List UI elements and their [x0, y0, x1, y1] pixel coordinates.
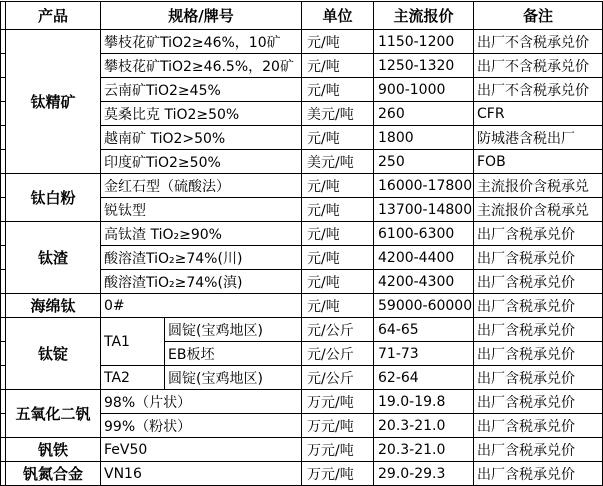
- spec-cell: 99%（粉状）: [101, 414, 302, 438]
- note-cell: 出厂不含税承兑价: [474, 78, 603, 102]
- spec-cell: 0#: [101, 294, 302, 318]
- unit-cell: 元/公斤: [302, 342, 374, 366]
- table-row: [1, 174, 603, 198]
- unit-cell: 元/吨: [302, 294, 374, 318]
- note-cell: 主流报价含税承兑: [474, 198, 603, 222]
- spec-cell: VN16: [101, 462, 302, 486]
- unit-cell: 元/吨: [302, 222, 374, 246]
- edge-strip-cell: [1, 102, 6, 126]
- note-cell: 出厂含税承兑价: [474, 294, 603, 318]
- spec-cell: 圆锭(宝鸡地区): [165, 318, 302, 342]
- price-cell: 250: [374, 150, 474, 174]
- unit-cell: 万元/吨: [302, 390, 374, 414]
- note-cell: 出厂含税承兑价: [474, 438, 603, 462]
- unit-cell: 美元/吨: [302, 150, 374, 174]
- product-column-header: 产品: [6, 2, 101, 30]
- note-cell: 出厂含税承兑价: [474, 390, 603, 414]
- price-cell: 20.3-21.0: [374, 438, 474, 462]
- note-cell: 出厂含税承兑价: [474, 222, 603, 246]
- table-row: [1, 462, 603, 486]
- table-row: [1, 294, 603, 318]
- edge-strip-cell: [1, 198, 6, 222]
- spec-cell: 莫桑比克 TiO2≥50%: [101, 102, 302, 126]
- product-cell: 五氧化二钒: [6, 390, 101, 438]
- unit-cell: 元/吨: [302, 78, 374, 102]
- unit-cell: 元/公斤: [302, 366, 374, 390]
- product-cell: 钛锭: [6, 318, 101, 390]
- unit-cell: 元/吨: [302, 54, 374, 78]
- grade-cell: TA1: [101, 318, 165, 366]
- header-row: [1, 2, 603, 30]
- price-cell: 13700-14800: [374, 198, 474, 222]
- unit-cell: 万元/吨: [302, 414, 374, 438]
- titanium-price-table: [0, 1, 603, 486]
- product-cell: 海绵钛: [6, 294, 101, 318]
- edge-strip-cell: [1, 270, 6, 294]
- note-cell: 出厂不含税承兑价: [474, 54, 603, 78]
- price-cell: 71-73: [374, 342, 474, 366]
- edge-strip-cell: [1, 126, 6, 150]
- grade-cell: TA2: [101, 366, 165, 390]
- product-cell: 钛渣: [6, 222, 101, 294]
- edge-strip-cell: [1, 366, 6, 390]
- spec-cell: FeV50: [101, 438, 302, 462]
- product-cell: 钒铁: [6, 438, 101, 462]
- spec-cell: 金红石型（硫酸法）: [101, 174, 302, 198]
- price-cell: 16000-17800: [374, 174, 474, 198]
- note-cell: 出厂含税承兑价: [474, 246, 603, 270]
- unit-cell: 元/吨: [302, 270, 374, 294]
- price-column-header: 主流报价: [374, 2, 474, 30]
- price-cell: 64-65: [374, 318, 474, 342]
- note-cell: 出厂含税承兑价: [474, 342, 603, 366]
- spec-cell: EB板坯: [165, 342, 302, 366]
- spec-cell: 印度矿TiO2≥50%: [101, 150, 302, 174]
- product-cell: 钒氮合金: [6, 462, 101, 486]
- note-cell: CFR: [474, 102, 603, 126]
- price-cell: 62-64: [374, 366, 474, 390]
- spec-cell: 越南矿 TiO2>50%: [101, 126, 302, 150]
- unit-cell: 元/吨: [302, 126, 374, 150]
- unit-cell: 元/吨: [302, 30, 374, 54]
- note-cell: 出厂含税承兑价: [474, 462, 603, 486]
- note-cell: 出厂不含税承兑价: [474, 30, 603, 54]
- unit-cell: 元/吨: [302, 198, 374, 222]
- price-cell: 59000-60000: [374, 294, 474, 318]
- price-cell: 20.3-21.0: [374, 414, 474, 438]
- price-cell: 19.0-19.8: [374, 390, 474, 414]
- edge-strip-cell: [1, 246, 6, 270]
- table-row: [1, 30, 603, 54]
- spec-column-header: 规格/牌号: [101, 2, 302, 30]
- product-cell: 钛白粉: [6, 174, 101, 222]
- note-cell: 出厂含税承兑价: [474, 318, 603, 342]
- note-cell: 防城港含税出厂: [474, 126, 603, 150]
- table-row: [1, 438, 603, 462]
- spec-cell: 云南矿TiO2≥45%: [101, 78, 302, 102]
- price-cell: 29.0-29.3: [374, 462, 474, 486]
- note-cell: 出厂含税承兑价: [474, 366, 603, 390]
- spec-cell: 圆锭(宝鸡地区): [165, 366, 302, 390]
- unit-cell: 元/公斤: [302, 318, 374, 342]
- price-cell: 1800: [374, 126, 474, 150]
- spec-cell: 攀枝花矿TiO2≥46.5%，20矿: [101, 54, 302, 78]
- table-row: [1, 318, 603, 342]
- edge-strip-cell: [1, 342, 6, 366]
- spec-cell: 攀枝花矿TiO2≥46%，10矿: [101, 30, 302, 54]
- unit-cell: 元/吨: [302, 174, 374, 198]
- spec-cell: 98%（片状）: [101, 390, 302, 414]
- unit-cell: 万元/吨: [302, 438, 374, 462]
- unit-cell: 元/吨: [302, 246, 374, 270]
- edge-strip-cell: [1, 78, 6, 102]
- spec-cell: 酸溶渣TiO₂≥74%(川): [101, 246, 302, 270]
- unit-cell: 美元/吨: [302, 102, 374, 126]
- table-row: [1, 222, 603, 246]
- edge-strip-cell: [1, 54, 6, 78]
- price-cell: 4200-4400: [374, 246, 474, 270]
- table-row: [1, 390, 603, 414]
- note-column-header: 备注: [474, 2, 603, 30]
- price-cell: 1150-1200: [374, 30, 474, 54]
- note-cell: 出厂含税承兑价: [474, 414, 603, 438]
- price-cell: 6100-6300: [374, 222, 474, 246]
- product-cell: 钛精矿: [6, 30, 101, 174]
- price-cell: 900-1000: [374, 78, 474, 102]
- edge-strip-cell: [1, 414, 6, 438]
- note-cell: 主流报价含税承兑: [474, 174, 603, 198]
- unit-column-header: 单位: [302, 2, 374, 30]
- spec-cell: 高钛渣 TiO₂≥90%: [101, 222, 302, 246]
- unit-cell: 万元/吨: [302, 462, 374, 486]
- edge-strip-cell: [1, 150, 6, 174]
- price-cell: 1250-1320: [374, 54, 474, 78]
- note-cell: FOB: [474, 150, 603, 174]
- spec-cell: 酸溶渣TiO₂≥74%(滇): [101, 270, 302, 294]
- spec-cell: 锐钛型: [101, 198, 302, 222]
- price-cell: 260: [374, 102, 474, 126]
- price-cell: 4200-4300: [374, 270, 474, 294]
- note-cell: 出厂含税承兑价: [474, 270, 603, 294]
